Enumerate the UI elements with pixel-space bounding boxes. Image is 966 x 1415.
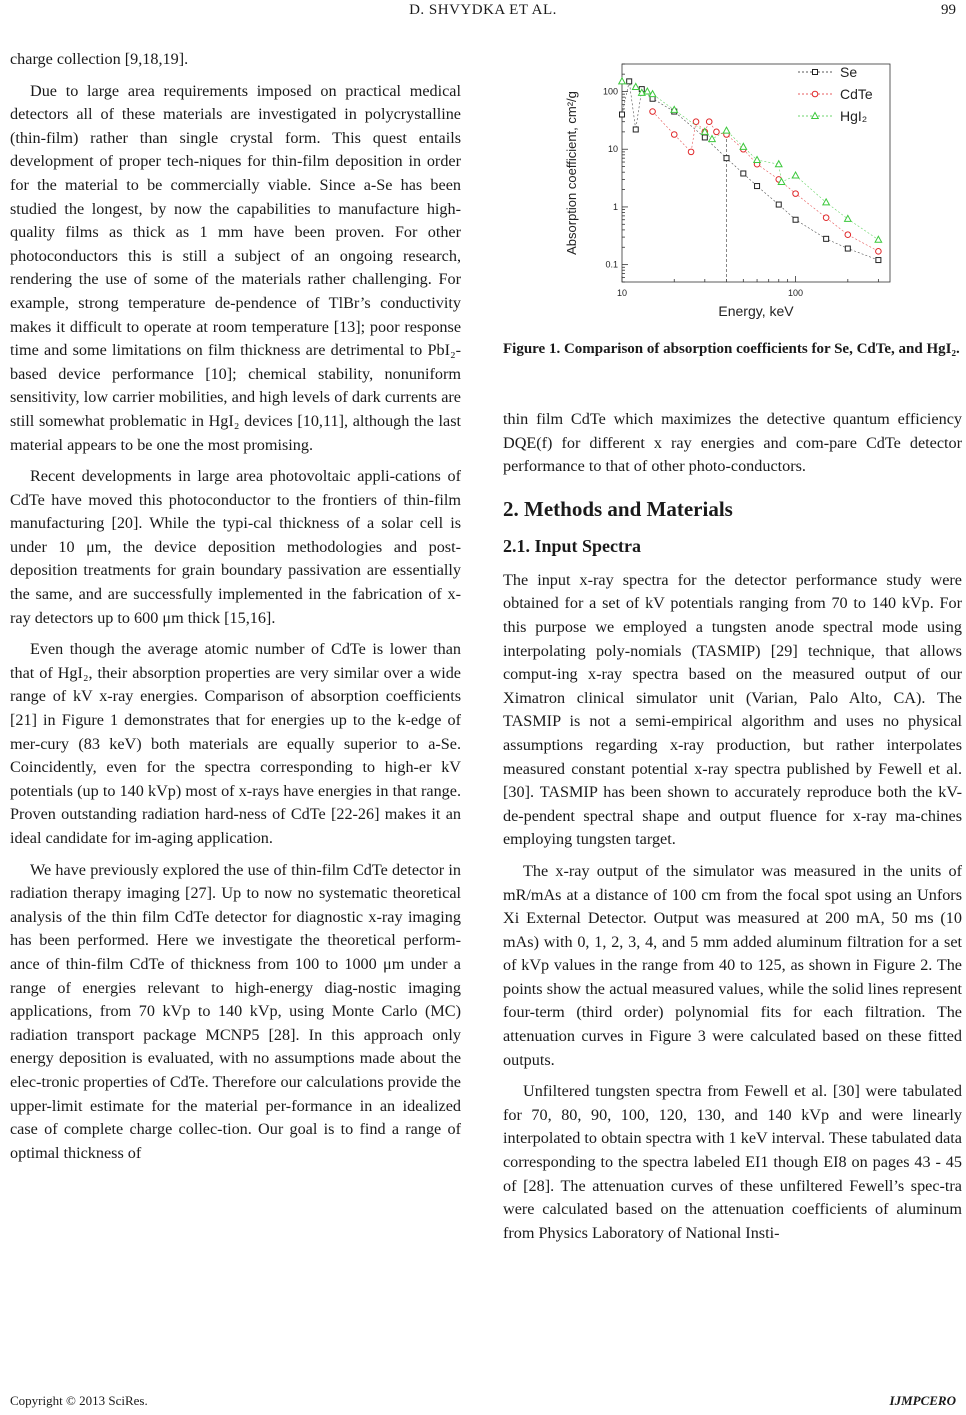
- running-title: D. SHVYDKA ET AL.: [409, 2, 557, 18]
- data-point-0: [845, 246, 850, 251]
- data-point-2: [632, 83, 639, 89]
- data-point-2: [875, 236, 882, 242]
- data-point-2: [792, 172, 799, 178]
- left-column: [10, 48, 461, 1173]
- legend-marker: [812, 91, 818, 97]
- data-point-0: [876, 258, 881, 263]
- data-point-1: [876, 249, 882, 255]
- x-tick-label: 100: [788, 288, 804, 298]
- absorption-chart: [560, 54, 900, 326]
- page-header: [0, 2, 966, 24]
- data-point-1: [671, 132, 677, 138]
- legend-label: HgI₂: [840, 108, 868, 124]
- copyright-text: Copyright © 2013 SciRes.: [10, 1393, 148, 1408]
- data-point-1: [693, 119, 699, 125]
- series-line-2: [622, 81, 878, 239]
- legend-label: Se: [840, 64, 858, 80]
- data-point-2: [723, 127, 730, 133]
- right-column: [503, 408, 962, 1253]
- data-point-2: [823, 199, 830, 205]
- data-point-0: [824, 236, 829, 241]
- data-point-0: [793, 217, 798, 222]
- paragraph: Even though the average atomic number of CdTe is lower than that of HgI₂, their absorption properties are very similar over a wide range of kV x-ray energies. Comparison of absorption coefficients [21] in Figure 1 demonstrates that for energies up to the k-edge of mer-cury (83 keV) both materials are equally superior to a-Se. Coincidently, even for the spectra corresponding to high-er kV potentials (up to 140 kVp) most of x-rays have energies in that range. Proven outstanding radiation hard-ness of CdTe [22-26] makes it an ideal candidate for im-aging application.: [10, 640, 461, 847]
- journal-name: IJMPCERO: [889, 1393, 956, 1408]
- paragraph: Unfiltered tungsten spectra from Fewell et al. [30] were tabulated for 70, 80, 90, 100, 120, 130, and 140 kVp and were linearly interpolated to obtain spectra with 1 keV interval. These tabulated data corresponding to the spectra labeled EI1 though EI8 on pages 43 - 45 of [28]. The attenuation curves of these unfiltered Fewell’s spec-tra were calculated based on the attenuation coefficients of aluminum from Physics Laboratory of National Insti-: [503, 1082, 962, 1242]
- y-tick-label: 100: [602, 86, 618, 97]
- page-number: 99: [941, 2, 956, 18]
- data-point-0: [620, 112, 625, 117]
- legend-marker: [813, 70, 818, 75]
- legend: [798, 64, 873, 124]
- data-point-2: [845, 215, 852, 221]
- figure-caption: Figure 1. Comparison of absorption coefficients for Se, CdTe, and HgI₂.: [503, 341, 960, 357]
- data-point-1: [706, 119, 712, 125]
- data-point-1: [714, 129, 720, 135]
- data-point-1: [650, 109, 656, 115]
- y-tick-label: 1: [612, 201, 618, 212]
- series-line-1: [653, 112, 879, 252]
- data-point-1: [845, 232, 851, 238]
- data-point-1: [793, 191, 799, 197]
- y-tick-label: 10: [607, 144, 618, 155]
- data-point-0: [741, 171, 746, 176]
- data-point-0: [702, 135, 707, 140]
- data-point-2: [619, 78, 626, 84]
- paragraph: charge collection [9,18,19].: [10, 50, 189, 68]
- x-tick-label: 10: [616, 288, 628, 298]
- data-point-2: [740, 143, 747, 149]
- data-point-0: [724, 156, 729, 161]
- paragraph: thin film CdTe which maximizes the detective quantum efficiency DQE(f) for different x ray energies and com-pare CdTe detector performance to that of other photo-conductors.: [503, 410, 962, 476]
- section-heading: 2. Methods and Materials: [503, 496, 733, 521]
- data-point-0: [633, 127, 638, 132]
- subsection-heading: 2.1. Input Spectra: [503, 535, 642, 556]
- paragraph: Recent developments in large area photovoltaic appli-cations of CdTe have moved this photoconductor to the frontiers of thin-film manufacturing [20]. While the typi-cal thickness of a solar cell is under 10 μm, the device deposition methodologies and post-deposition treatments for grain boundary passivation are essentially the same, and are successfully implemented in the fabrication of x-ray detectors up to 600 μm thick [15,16].: [10, 467, 461, 627]
- data-point-2: [644, 88, 651, 94]
- paragraph: We have previously explored the use of thin-film CdTe detector in radiation therapy imaging [27]. Up to now no systematic theoretical analysis of the thin film CdTe detector for diagnostic x-ray imaging has been performed. Here we investigate the theoretical perform-ance of thin-film CdTe of thickness from 100 to 1000 μm under a range of energies relevant to high-energy diag-nostic imaging applications, from 70 kVp to 140 kVp, using Monte Carlo (MC) radiation transport package MCNP5 [28]. In this approach only energy deposition is evaluated, with no assumptions made about the elec-tronic properties of CdTe. Therefore our calculations provide the upper-limit estimate for the material per-formance in an idealized case of complete charge collec-tion. Our goal is to find a range of optimal thickness of: [10, 860, 461, 1162]
- legend-marker: [812, 113, 819, 119]
- y-tick-label: 0.1: [605, 259, 618, 270]
- data-point-0: [627, 79, 632, 84]
- paragraph: The input x-ray spectra for the detector performance study were obtained for a set of kV potentials ranging from 70 to 140 kVp. For this purpose we employed a tungsten anode spectral mode using interpolating poly-nomials (TASMIP) [29] technique, that allows comput-ing x-ray spectra based on the measured output of our Ximatron clinical simulator unit (Varian, Palo Alto, CA). The TASMIP is not a semi-empirical algorithm and uses no physical assumptions regarding x-ray production, but rather interpolates measured constant potential x-ray spectra published by Fewell et al. [30]. TASMIP has been shown to accurately reproduce both the kV-de-pendent spectral shape and output fluence for x-ray ma-chines employing tungsten target.: [503, 570, 962, 849]
- data-point-0: [776, 202, 781, 207]
- data-point-0: [755, 184, 760, 189]
- legend-label: CdTe: [840, 86, 873, 102]
- paragraph: Due to large area requirements imposed on practical medical detectors all of these materials are investigated in polycrystalline (thin-film) rather than single crystal form. This quest entails development of proper tech-niques for thin-film deposition in order for the material to be commercially viable. Since a-Se has been studied the longest, by now the capabilities to manufacture high-quality films as thick as 1 mm have been proven. For other photoconductors this is still a subject of an ongoing research, rendering the use of some of the materials rather challenging. For example, strong temperature de-pendence of TlBr’s conductivity makes it difficult to operate at room temperature [13]; poor response time and some limitations on film thickness are detrimental to PbI₂-based device performance [10]; chemical stability, nonuniform sensitivity, low carrier mobilities, and high levels of dark currents are still somewhat problematic in HgI₂ devices [10,11], although the last material appears to be one the most promising.: [10, 81, 461, 454]
- data-point-1: [688, 149, 694, 155]
- paragraph: The x-ray output of the simulator was measured in the units of mR/mAs at a distance of 100 cm from the focal spot using an Unfors Xi External Detector. Output was measured at 200 mA, 50 ms (10 mAs) with 0, 1, 2, 3, 4, and 5 mm added aluminum filtration for a set of kVp values in the range from 40 to 125, as shown in Figure 2. The points show the actual measured values, while the solid lines represent four-term (third order) polynomial fits for each filtration. The attenuation curves in Figure 3 were calculated based on these fitted outputs.: [503, 861, 962, 1069]
- y-axis-label: Absorption coefficient, cm²/g: [564, 91, 579, 255]
- data-point-1: [823, 215, 829, 221]
- x-axis-label: Energy, keV: [718, 303, 794, 319]
